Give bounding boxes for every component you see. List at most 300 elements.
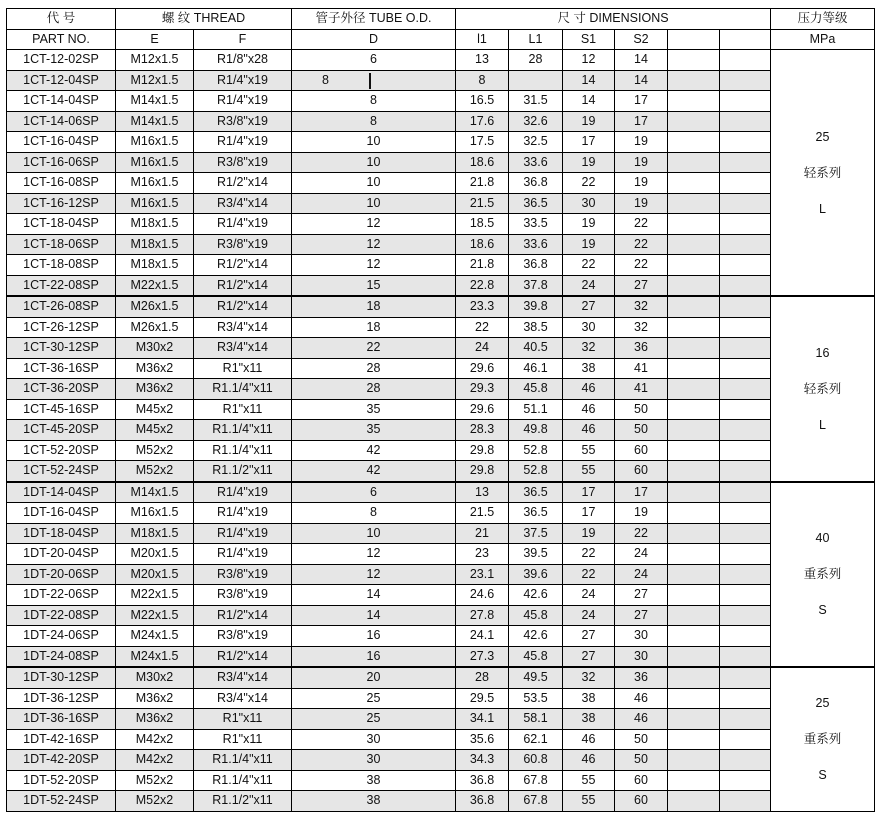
cell-blank bbox=[668, 503, 720, 524]
cell-blank bbox=[668, 338, 720, 359]
cell-l1a: 21.8 bbox=[456, 255, 509, 276]
cell-blank bbox=[668, 50, 720, 71]
cell-s2: 60 bbox=[615, 461, 668, 482]
cell-blank bbox=[720, 111, 771, 132]
cell-s1: 22 bbox=[563, 564, 615, 585]
cell-thread-f: R1"x11 bbox=[194, 729, 292, 750]
cell-s2: 32 bbox=[615, 317, 668, 338]
table-row bbox=[7, 564, 875, 585]
table-row bbox=[7, 91, 875, 112]
cell-tube-d: 6 bbox=[292, 482, 456, 503]
cell-blank bbox=[720, 605, 771, 626]
cell-part: 1DT-22-06SP bbox=[7, 585, 116, 606]
cell-blank bbox=[668, 626, 720, 647]
cell-part: 1DT-20-06SP bbox=[7, 564, 116, 585]
cell-l1a: 22.8 bbox=[456, 275, 509, 296]
pressure-group-series: 轻系列 bbox=[803, 165, 842, 180]
cell-part: 1DT-42-16SP bbox=[7, 729, 116, 750]
cell-blank bbox=[668, 461, 720, 482]
table-row bbox=[7, 750, 875, 771]
cell-thread-e: M42x2 bbox=[116, 750, 194, 771]
header-tube-d: D bbox=[292, 29, 456, 50]
cell-blank bbox=[720, 564, 771, 585]
cell-blank bbox=[720, 255, 771, 276]
cell-thread-f: R1"x11 bbox=[194, 709, 292, 730]
header-tube-od: 管子外径 TUBE O.D. bbox=[292, 9, 456, 30]
cell-blank bbox=[720, 234, 771, 255]
cell-blank bbox=[720, 523, 771, 544]
cell-l1b: 36.5 bbox=[509, 482, 563, 503]
cell-blank bbox=[668, 585, 720, 606]
cell-s1: 46 bbox=[563, 420, 615, 441]
cell-part: 1DT-24-08SP bbox=[7, 646, 116, 667]
cell-thread-f: R3/8"x19 bbox=[194, 234, 292, 255]
cell-l1b: 38.5 bbox=[509, 317, 563, 338]
cell-blank bbox=[720, 379, 771, 400]
cell-part: 1CT-16-12SP bbox=[7, 193, 116, 214]
cell-tube-d: 15 bbox=[292, 275, 456, 296]
cell-s1: 30 bbox=[563, 317, 615, 338]
table-row bbox=[7, 234, 875, 255]
header-dim-blank-1 bbox=[668, 29, 720, 50]
cell-blank bbox=[720, 626, 771, 647]
header-thread-e: E bbox=[116, 29, 194, 50]
cell-s2: 36 bbox=[615, 338, 668, 359]
cell-thread-e: M16x1.5 bbox=[116, 152, 194, 173]
table-row bbox=[7, 173, 875, 194]
cell-blank bbox=[668, 544, 720, 565]
pressure-group-value: 25 bbox=[815, 129, 830, 144]
cell-thread-f: R1.1/2"x11 bbox=[194, 461, 292, 482]
cell-s2: 50 bbox=[615, 420, 668, 441]
cell-l1a: 29.8 bbox=[456, 461, 509, 482]
cell-thread-e: M36x2 bbox=[116, 688, 194, 709]
cell-s2: 60 bbox=[615, 440, 668, 461]
cell-thread-e: M20x1.5 bbox=[116, 544, 194, 565]
table-row bbox=[7, 379, 875, 400]
cell-s2: 50 bbox=[615, 729, 668, 750]
cell-s2: 50 bbox=[615, 399, 668, 420]
cell-s2: 24 bbox=[615, 544, 668, 565]
tube-d-value: 8 bbox=[322, 72, 329, 87]
cell-thread-e: M52x2 bbox=[116, 461, 194, 482]
cell-s1: 19 bbox=[563, 214, 615, 235]
header-dimensions: 尺 寸 DIMENSIONS bbox=[456, 9, 771, 30]
cell-thread-e: M36x2 bbox=[116, 358, 194, 379]
cell-blank bbox=[720, 482, 771, 503]
cell-thread-f: R3/4"x14 bbox=[194, 338, 292, 359]
cell-tube-d: 22 bbox=[292, 338, 456, 359]
cell-blank bbox=[668, 688, 720, 709]
cell-blank bbox=[720, 585, 771, 606]
cell-thread-e: M14x1.5 bbox=[116, 91, 194, 112]
cell-blank bbox=[720, 688, 771, 709]
table-row bbox=[7, 193, 875, 214]
cell-s2: 46 bbox=[615, 709, 668, 730]
cell-part: 1DT-36-16SP bbox=[7, 709, 116, 730]
cell-thread-f: R1/2"x14 bbox=[194, 275, 292, 296]
cell-blank bbox=[668, 379, 720, 400]
cell-blank bbox=[720, 70, 771, 91]
cell-tube-d: 30 bbox=[292, 729, 456, 750]
cell-part: 1CT-18-04SP bbox=[7, 214, 116, 235]
cell-s1: 24 bbox=[563, 605, 615, 626]
cell-s1: 55 bbox=[563, 791, 615, 812]
cell-l1a: 23.1 bbox=[456, 564, 509, 585]
cell-tube-d: 35 bbox=[292, 420, 456, 441]
pressure-group-series: 重系列 bbox=[803, 732, 842, 747]
cell-thread-f: R1/4"x19 bbox=[194, 544, 292, 565]
cell-blank bbox=[720, 440, 771, 461]
cell-tube-d: 30 bbox=[292, 750, 456, 771]
cell-tube-d bbox=[292, 70, 456, 91]
cell-s1: 24 bbox=[563, 585, 615, 606]
header-part-cn: 代 号 bbox=[7, 9, 116, 30]
cell-l1b: 37.5 bbox=[509, 523, 563, 544]
cell-thread-e: M52x2 bbox=[116, 791, 194, 812]
cell-blank bbox=[668, 255, 720, 276]
cell-l1a: 36.8 bbox=[456, 791, 509, 812]
cell-s2: 24 bbox=[615, 564, 668, 585]
table-body bbox=[7, 50, 875, 812]
cell-thread-f: R1.1/2"x11 bbox=[194, 791, 292, 812]
cell-tube-d: 25 bbox=[292, 709, 456, 730]
cell-s2: 60 bbox=[615, 770, 668, 791]
cell-l1b: 60.8 bbox=[509, 750, 563, 771]
cell-thread-f: R3/4"x14 bbox=[194, 688, 292, 709]
cell-s2: 19 bbox=[615, 193, 668, 214]
cell-blank bbox=[668, 132, 720, 153]
cell-s1: 14 bbox=[563, 91, 615, 112]
pressure-group bbox=[771, 667, 875, 811]
pressure-group-value: 25 bbox=[815, 696, 830, 711]
cell-tube-d: 16 bbox=[292, 646, 456, 667]
cell-thread-f: R3/8"x19 bbox=[194, 585, 292, 606]
cell-thread-f: R3/8"x19 bbox=[194, 152, 292, 173]
cell-s1: 46 bbox=[563, 750, 615, 771]
cell-l1a: 34.1 bbox=[456, 709, 509, 730]
cell-thread-f: R3/8"x19 bbox=[194, 626, 292, 647]
cell-thread-f: R1/4"x19 bbox=[194, 214, 292, 235]
cell-part: 1CT-36-20SP bbox=[7, 379, 116, 400]
cell-l1b: 46.1 bbox=[509, 358, 563, 379]
cell-l1a: 21.5 bbox=[456, 193, 509, 214]
cell-s1: 14 bbox=[563, 70, 615, 91]
cell-thread-f: R1/4"x19 bbox=[194, 482, 292, 503]
cell-s2: 22 bbox=[615, 523, 668, 544]
text-cursor-mark bbox=[369, 73, 371, 89]
cell-l1b: 32.6 bbox=[509, 111, 563, 132]
pressure-group-code: S bbox=[818, 768, 827, 783]
cell-s1: 30 bbox=[563, 193, 615, 214]
table-row bbox=[7, 791, 875, 812]
cell-s2: 22 bbox=[615, 214, 668, 235]
cell-part: 1CT-14-04SP bbox=[7, 91, 116, 112]
cell-s1: 46 bbox=[563, 399, 615, 420]
table-row bbox=[7, 503, 875, 524]
cell-thread-e: M18x1.5 bbox=[116, 214, 194, 235]
cell-blank bbox=[668, 234, 720, 255]
cell-s1: 27 bbox=[563, 646, 615, 667]
cell-blank bbox=[720, 709, 771, 730]
cell-s1: 22 bbox=[563, 255, 615, 276]
cell-part: 1DT-42-20SP bbox=[7, 750, 116, 771]
cell-part: 1CT-45-16SP bbox=[7, 399, 116, 420]
cell-thread-e: M22x1.5 bbox=[116, 585, 194, 606]
cell-tube-d: 18 bbox=[292, 296, 456, 317]
cell-s2: 22 bbox=[615, 255, 668, 276]
cell-l1b: 36.5 bbox=[509, 503, 563, 524]
cell-tube-d: 42 bbox=[292, 440, 456, 461]
cell-thread-f: R1"x11 bbox=[194, 399, 292, 420]
cell-thread-e: M14x1.5 bbox=[116, 111, 194, 132]
cell-l1a: 18.5 bbox=[456, 214, 509, 235]
cell-l1a: 23 bbox=[456, 544, 509, 565]
cell-blank bbox=[668, 399, 720, 420]
cell-s1: 55 bbox=[563, 461, 615, 482]
cell-tube-d: 28 bbox=[292, 379, 456, 400]
table-row bbox=[7, 70, 875, 91]
cell-s1: 46 bbox=[563, 379, 615, 400]
cell-thread-e: M18x1.5 bbox=[116, 234, 194, 255]
cell-part: 1CT-16-04SP bbox=[7, 132, 116, 153]
table-row bbox=[7, 646, 875, 667]
table-row bbox=[7, 482, 875, 503]
cell-s1: 22 bbox=[563, 544, 615, 565]
cell-thread-e: M16x1.5 bbox=[116, 193, 194, 214]
cell-s1: 17 bbox=[563, 503, 615, 524]
cell-l1a: 29.3 bbox=[456, 379, 509, 400]
cell-blank bbox=[668, 770, 720, 791]
cell-l1b: 62.1 bbox=[509, 729, 563, 750]
table-row bbox=[7, 275, 875, 296]
cell-l1b: 49.8 bbox=[509, 420, 563, 441]
table-row bbox=[7, 317, 875, 338]
cell-blank bbox=[668, 91, 720, 112]
cell-blank bbox=[668, 605, 720, 626]
cell-blank bbox=[668, 214, 720, 235]
cell-l1a: 18.6 bbox=[456, 152, 509, 173]
cell-l1a: 21.5 bbox=[456, 503, 509, 524]
table-row bbox=[7, 111, 875, 132]
cell-part: 1DT-16-04SP bbox=[7, 503, 116, 524]
cell-s2: 41 bbox=[615, 358, 668, 379]
cell-l1b: 67.8 bbox=[509, 791, 563, 812]
header-dim-s2: S2 bbox=[615, 29, 668, 50]
cell-blank bbox=[668, 111, 720, 132]
cell-tube-d: 14 bbox=[292, 605, 456, 626]
cell-part: 1DT-14-04SP bbox=[7, 482, 116, 503]
cell-l1b: 45.8 bbox=[509, 605, 563, 626]
cell-tube-d: 12 bbox=[292, 234, 456, 255]
cell-l1b: 36.8 bbox=[509, 255, 563, 276]
cell-s1: 38 bbox=[563, 688, 615, 709]
cell-l1a: 8 bbox=[456, 70, 509, 91]
cell-s2: 22 bbox=[615, 234, 668, 255]
cell-thread-f: R1.1/4"x11 bbox=[194, 750, 292, 771]
cell-l1a: 27.3 bbox=[456, 646, 509, 667]
cell-tube-d: 35 bbox=[292, 399, 456, 420]
cell-tube-d: 8 bbox=[292, 91, 456, 112]
cell-thread-e: M45x2 bbox=[116, 420, 194, 441]
cell-tube-d: 10 bbox=[292, 173, 456, 194]
cell-part: 1DT-30-12SP bbox=[7, 667, 116, 688]
cell-blank bbox=[668, 791, 720, 812]
cell-part: 1CT-22-08SP bbox=[7, 275, 116, 296]
cell-l1a: 13 bbox=[456, 50, 509, 71]
cell-s2: 27 bbox=[615, 605, 668, 626]
cell-s1: 32 bbox=[563, 667, 615, 688]
cell-blank bbox=[720, 399, 771, 420]
cell-l1a: 29.6 bbox=[456, 399, 509, 420]
pressure-group bbox=[771, 296, 875, 482]
cell-s1: 22 bbox=[563, 173, 615, 194]
cell-blank bbox=[720, 132, 771, 153]
cell-s1: 55 bbox=[563, 440, 615, 461]
cell-blank bbox=[668, 296, 720, 317]
header-dim-l1a: l1 bbox=[456, 29, 509, 50]
cell-l1b: 36.5 bbox=[509, 193, 563, 214]
cell-l1b: 32.5 bbox=[509, 132, 563, 153]
table-row bbox=[7, 338, 875, 359]
cell-blank bbox=[720, 193, 771, 214]
cell-thread-f: R1/4"x19 bbox=[194, 132, 292, 153]
cell-s1: 38 bbox=[563, 709, 615, 730]
cell-s1: 19 bbox=[563, 111, 615, 132]
cell-part: 1CT-26-08SP bbox=[7, 296, 116, 317]
table-row bbox=[7, 667, 875, 688]
cell-l1a: 28 bbox=[456, 667, 509, 688]
cell-l1b: 37.8 bbox=[509, 275, 563, 296]
cell-blank bbox=[668, 750, 720, 771]
cell-thread-e: M36x2 bbox=[116, 709, 194, 730]
cell-l1a: 29.8 bbox=[456, 440, 509, 461]
cell-s1: 17 bbox=[563, 482, 615, 503]
pressure-group bbox=[771, 50, 875, 297]
cell-l1b: 42.6 bbox=[509, 626, 563, 647]
table-row bbox=[7, 626, 875, 647]
table-row bbox=[7, 544, 875, 565]
cell-l1a: 27.8 bbox=[456, 605, 509, 626]
cell-part: 1CT-52-24SP bbox=[7, 461, 116, 482]
cell-blank bbox=[720, 646, 771, 667]
cell-thread-f: R1.1/4"x11 bbox=[194, 770, 292, 791]
cell-l1b: 53.5 bbox=[509, 688, 563, 709]
pressure-group-code: S bbox=[818, 603, 827, 618]
cell-thread-e: M22x1.5 bbox=[116, 605, 194, 626]
cell-blank bbox=[720, 214, 771, 235]
cell-tube-d: 6 bbox=[292, 50, 456, 71]
cell-thread-e: M24x1.5 bbox=[116, 646, 194, 667]
cell-thread-f: R3/8"x19 bbox=[194, 111, 292, 132]
cell-thread-f: R1/4"x19 bbox=[194, 503, 292, 524]
cell-tube-d: 38 bbox=[292, 791, 456, 812]
table-row bbox=[7, 50, 875, 71]
table-row bbox=[7, 585, 875, 606]
cell-blank bbox=[668, 646, 720, 667]
cell-blank bbox=[668, 420, 720, 441]
cell-l1b: 42.6 bbox=[509, 585, 563, 606]
cell-thread-e: M30x2 bbox=[116, 667, 194, 688]
cell-l1b: 39.8 bbox=[509, 296, 563, 317]
cell-part: 1CT-14-06SP bbox=[7, 111, 116, 132]
cell-blank bbox=[668, 173, 720, 194]
table-row bbox=[7, 358, 875, 379]
cell-l1b: 52.8 bbox=[509, 461, 563, 482]
table-row bbox=[7, 132, 875, 153]
cell-part: 1DT-18-04SP bbox=[7, 523, 116, 544]
cell-thread-e: M20x1.5 bbox=[116, 564, 194, 585]
cell-part: 1CT-30-12SP bbox=[7, 338, 116, 359]
cell-part: 1CT-26-12SP bbox=[7, 317, 116, 338]
cell-part: 1CT-36-16SP bbox=[7, 358, 116, 379]
cell-s1: 55 bbox=[563, 770, 615, 791]
cell-s2: 19 bbox=[615, 152, 668, 173]
cell-thread-f: R1/2"x14 bbox=[194, 173, 292, 194]
cell-l1b: 33.6 bbox=[509, 234, 563, 255]
cell-s1: 12 bbox=[563, 50, 615, 71]
cell-tube-d: 10 bbox=[292, 193, 456, 214]
cell-l1b: 58.1 bbox=[509, 709, 563, 730]
cell-l1a: 17.6 bbox=[456, 111, 509, 132]
cell-thread-e: M45x2 bbox=[116, 399, 194, 420]
cell-blank bbox=[720, 503, 771, 524]
cell-tube-d: 18 bbox=[292, 317, 456, 338]
table-row bbox=[7, 296, 875, 317]
cell-tube-d: 10 bbox=[292, 152, 456, 173]
cell-s2: 30 bbox=[615, 646, 668, 667]
cell-s2: 19 bbox=[615, 173, 668, 194]
cell-blank bbox=[720, 91, 771, 112]
cell-s1: 19 bbox=[563, 234, 615, 255]
cell-thread-e: M14x1.5 bbox=[116, 482, 194, 503]
header-pressure-unit: MPa bbox=[771, 29, 875, 50]
cell-s1: 19 bbox=[563, 523, 615, 544]
cell-s2: 32 bbox=[615, 296, 668, 317]
header-thread: 螺 纹 THREAD bbox=[116, 9, 292, 30]
cell-s2: 50 bbox=[615, 750, 668, 771]
cell-l1a: 24 bbox=[456, 338, 509, 359]
cell-l1b: 51.1 bbox=[509, 399, 563, 420]
table-row bbox=[7, 461, 875, 482]
cell-blank bbox=[668, 440, 720, 461]
cell-l1b: 39.6 bbox=[509, 564, 563, 585]
cell-thread-e: M12x1.5 bbox=[116, 50, 194, 71]
header-dim-l1b: L1 bbox=[509, 29, 563, 50]
table-row bbox=[7, 255, 875, 276]
cell-thread-f: R1/2"x14 bbox=[194, 646, 292, 667]
cell-blank bbox=[720, 338, 771, 359]
cell-part: 1DT-52-24SP bbox=[7, 791, 116, 812]
cell-blank bbox=[720, 317, 771, 338]
cell-blank bbox=[720, 770, 771, 791]
cell-s2: 27 bbox=[615, 275, 668, 296]
cell-blank bbox=[668, 70, 720, 91]
cell-s2: 17 bbox=[615, 91, 668, 112]
pressure-group-series: 重系列 bbox=[803, 567, 842, 582]
cell-l1b: 33.5 bbox=[509, 214, 563, 235]
cell-blank bbox=[668, 729, 720, 750]
cell-s2: 19 bbox=[615, 503, 668, 524]
cell-thread-f: R1"x11 bbox=[194, 358, 292, 379]
cell-tube-d: 20 bbox=[292, 667, 456, 688]
header-dim-s1: S1 bbox=[563, 29, 615, 50]
cell-thread-f: R3/4"x14 bbox=[194, 667, 292, 688]
cell-s1: 27 bbox=[563, 296, 615, 317]
cell-part: 1CT-18-06SP bbox=[7, 234, 116, 255]
cell-blank bbox=[720, 50, 771, 71]
cell-l1b: 67.8 bbox=[509, 770, 563, 791]
